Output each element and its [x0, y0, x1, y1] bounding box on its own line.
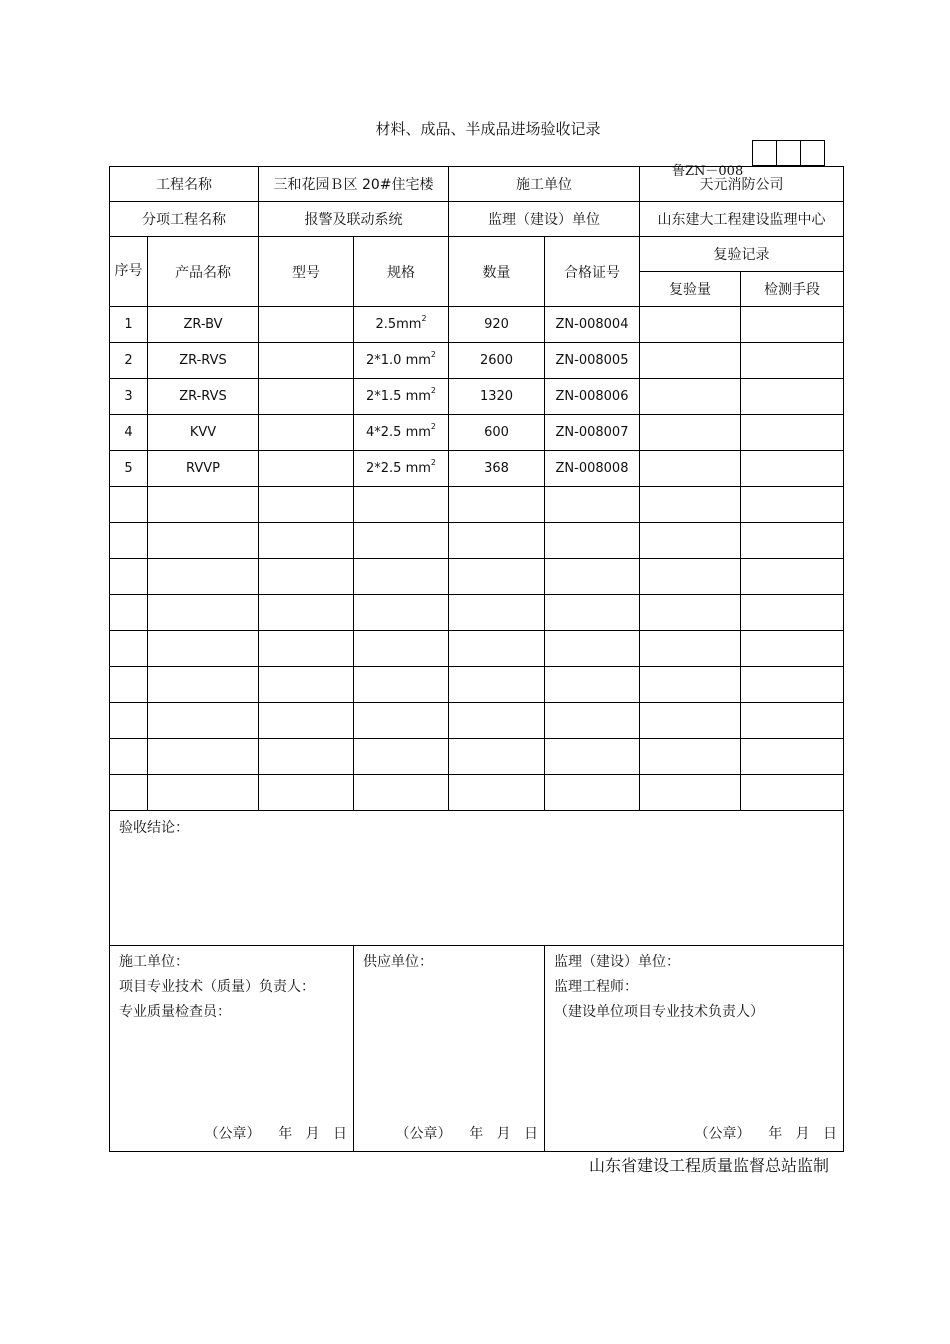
table-row: [110, 775, 844, 811]
col-cert-header: 合格证号: [545, 237, 640, 307]
row-model: [259, 307, 354, 343]
empty-cell: [640, 559, 741, 595]
seal-date-line: （公章） 年 月 日: [395, 1126, 538, 1142]
row-cert: ZN-008008: [545, 451, 640, 487]
empty-cell: [545, 523, 640, 559]
empty-cell: [640, 775, 741, 811]
empty-cell: [110, 595, 148, 631]
empty-cell: [110, 631, 148, 667]
signature-line: 监理（建设）单位：: [554, 954, 680, 970]
code-box: [753, 141, 777, 166]
row-test-method: [741, 307, 844, 343]
empty-cell: [545, 487, 640, 523]
unit-superscript: 2: [430, 350, 436, 359]
signature-line: 监理工程师：: [554, 979, 638, 995]
empty-cell: [354, 739, 449, 775]
empty-cell: [148, 559, 259, 595]
empty-cell: [449, 703, 545, 739]
empty-cell: [148, 775, 259, 811]
unit-superscript: 2: [430, 458, 436, 467]
row-spec: [354, 379, 449, 415]
row-spec-text: 2.5mm: [375, 317, 422, 332]
empty-cell: [741, 595, 844, 631]
empty-cell: [545, 559, 640, 595]
empty-cell: [741, 559, 844, 595]
empty-cell: [449, 775, 545, 811]
row-model: [259, 415, 354, 451]
empty-cell: [354, 775, 449, 811]
table-row: [110, 667, 844, 703]
empty-cell: [148, 703, 259, 739]
empty-cell: [545, 631, 640, 667]
empty-cell: [259, 739, 354, 775]
empty-cell: [640, 703, 741, 739]
table-row: [110, 307, 844, 343]
signature-supplier: [354, 946, 545, 1152]
empty-cell: [545, 739, 640, 775]
empty-cell: [741, 667, 844, 703]
signature-line: 供应单位：: [363, 954, 433, 970]
row-spec-text: 2*1.5 mm: [366, 389, 431, 404]
empty-cell: [259, 487, 354, 523]
row-recheck-qty: [640, 451, 741, 487]
empty-cell: [449, 523, 545, 559]
table-row: [110, 595, 844, 631]
empty-cell: [354, 487, 449, 523]
row-spec: [354, 343, 449, 379]
empty-cell: [741, 703, 844, 739]
empty-cell: [545, 595, 640, 631]
col-quantity-header: 数量: [449, 237, 545, 307]
row-spec: [354, 451, 449, 487]
row-seq: 2: [110, 343, 148, 379]
empty-cell: [545, 703, 640, 739]
row-seq: 3: [110, 379, 148, 415]
row-test-method: [741, 451, 844, 487]
col-test-method-header: 检测手段: [741, 272, 844, 307]
empty-cell: [741, 739, 844, 775]
contractor-value: 天元消防公司: [640, 167, 844, 202]
acceptance-table: [109, 166, 844, 1152]
empty-cell: [640, 595, 741, 631]
col-seq-header: 序号: [110, 237, 148, 307]
subproject-value: 报警及联动系统: [259, 202, 449, 237]
empty-cell: [148, 739, 259, 775]
empty-cell: [741, 631, 844, 667]
row-quantity: 600: [449, 415, 545, 451]
row-spec: [354, 307, 449, 343]
footer-note: 山东省建设工程质量监督总站监制: [589, 1156, 830, 1175]
signature-line: 专业质量检查员：: [119, 1004, 231, 1020]
row-cert: ZN-008007: [545, 415, 640, 451]
row-spec-text: 2*2.5 mm: [366, 461, 431, 476]
row-recheck-qty: [640, 379, 741, 415]
table-row: [110, 379, 844, 415]
unit-superscript: 2: [430, 386, 436, 395]
empty-cell: [449, 487, 545, 523]
form-title: 材料、成品、半成品进场验收记录: [375, 120, 601, 138]
supervisor-label: 监理（建设）单位: [449, 202, 640, 237]
table-row: [110, 523, 844, 559]
conclusion-cell: [110, 811, 844, 946]
empty-cell: [354, 523, 449, 559]
row-spec: [354, 415, 449, 451]
empty-cell: [741, 523, 844, 559]
table-row: [110, 559, 844, 595]
row-seq: 5: [110, 451, 148, 487]
row-recheck-qty: [640, 415, 741, 451]
row-model: [259, 379, 354, 415]
row-test-method: [741, 415, 844, 451]
code-boxes: [752, 140, 825, 166]
empty-cell: [259, 559, 354, 595]
row-product: ZR-RVS: [148, 379, 259, 415]
empty-cell: [148, 631, 259, 667]
empty-cell: [354, 667, 449, 703]
table-row: [110, 739, 844, 775]
empty-cell: [640, 631, 741, 667]
row-spec-text: 4*2.5 mm: [366, 425, 431, 440]
empty-cell: [259, 703, 354, 739]
empty-cell: [259, 631, 354, 667]
empty-cell: [449, 739, 545, 775]
signature-line: （建设单位项目专业技术负责人）: [554, 1004, 764, 1020]
col-recheck-qty-header: 复验量: [640, 272, 741, 307]
empty-cell: [741, 775, 844, 811]
empty-cell: [110, 559, 148, 595]
row-test-method: [741, 379, 844, 415]
row-product: ZR-BV: [148, 307, 259, 343]
empty-cell: [259, 523, 354, 559]
empty-cell: [110, 667, 148, 703]
col-product-header: 产品名称: [148, 237, 259, 307]
empty-cell: [110, 739, 148, 775]
signature-line: 项目专业技术（质量）负责人：: [119, 979, 315, 995]
seal-date-line: （公章） 年 月 日: [204, 1126, 347, 1142]
row-quantity: 2600: [449, 343, 545, 379]
row-recheck-qty: [640, 307, 741, 343]
empty-cell: [545, 667, 640, 703]
seal-date-line: （公章） 年 月 日: [694, 1126, 837, 1142]
empty-cell: [354, 631, 449, 667]
empty-cell: [110, 703, 148, 739]
empty-cell: [741, 487, 844, 523]
empty-cell: [354, 703, 449, 739]
row-product: ZR-RVS: [148, 343, 259, 379]
col-model-header: 型号: [259, 237, 354, 307]
row-test-method: [741, 343, 844, 379]
row-model: [259, 343, 354, 379]
empty-cell: [640, 487, 741, 523]
supervisor-value: 山东建大工程建设监理中心: [640, 202, 844, 237]
row-cert: ZN-008006: [545, 379, 640, 415]
empty-cell: [354, 559, 449, 595]
conclusion-label: 验收结论：: [119, 820, 189, 836]
code-box: [801, 141, 825, 166]
table-row: [110, 703, 844, 739]
unit-superscript: 2: [430, 422, 436, 431]
col-recheck-header: 复验记录: [640, 237, 844, 272]
row-recheck-qty: [640, 343, 741, 379]
empty-cell: [110, 487, 148, 523]
empty-cell: [148, 523, 259, 559]
subproject-label: 分项工程名称: [110, 202, 259, 237]
project-name-label: 工程名称: [110, 167, 259, 202]
code-box: [777, 141, 801, 166]
form-code: 鲁ZN－008: [672, 164, 744, 179]
table-row: [110, 343, 844, 379]
project-name-value: 三和花园Ｂ区 20#住宅楼: [259, 167, 449, 202]
table-row: [110, 631, 844, 667]
signature-contractor: [110, 946, 354, 1152]
empty-cell: [110, 775, 148, 811]
empty-cell: [640, 667, 741, 703]
row-quantity: 1320: [449, 379, 545, 415]
row-product: KVV: [148, 415, 259, 451]
row-model: [259, 451, 354, 487]
empty-cell: [640, 523, 741, 559]
row-quantity: 920: [449, 307, 545, 343]
empty-cell: [148, 667, 259, 703]
empty-cell: [148, 487, 259, 523]
col-spec-header: 规格: [354, 237, 449, 307]
empty-cell: [110, 523, 148, 559]
row-cert: ZN-008004: [545, 307, 640, 343]
empty-cell: [354, 595, 449, 631]
empty-cell: [449, 667, 545, 703]
empty-cell: [148, 595, 259, 631]
signature-supervisor: [545, 946, 844, 1152]
signature-line: 施工单位：: [119, 954, 189, 970]
empty-cell: [259, 667, 354, 703]
row-cert: ZN-008005: [545, 343, 640, 379]
row-seq: 4: [110, 415, 148, 451]
table-row: [110, 451, 844, 487]
empty-cell: [545, 775, 640, 811]
row-product: RVVP: [148, 451, 259, 487]
empty-cell: [259, 595, 354, 631]
row-seq: 1: [110, 307, 148, 343]
empty-cell: [449, 595, 545, 631]
empty-cell: [640, 739, 741, 775]
table-row: [110, 415, 844, 451]
row-spec-text: 2*1.0 mm: [366, 353, 431, 368]
row-quantity: 368: [449, 451, 545, 487]
table-row: [110, 487, 844, 523]
contractor-label: 施工单位: [449, 167, 640, 202]
empty-cell: [259, 775, 354, 811]
empty-cell: [449, 631, 545, 667]
unit-superscript: 2: [421, 314, 427, 323]
empty-cell: [449, 559, 545, 595]
